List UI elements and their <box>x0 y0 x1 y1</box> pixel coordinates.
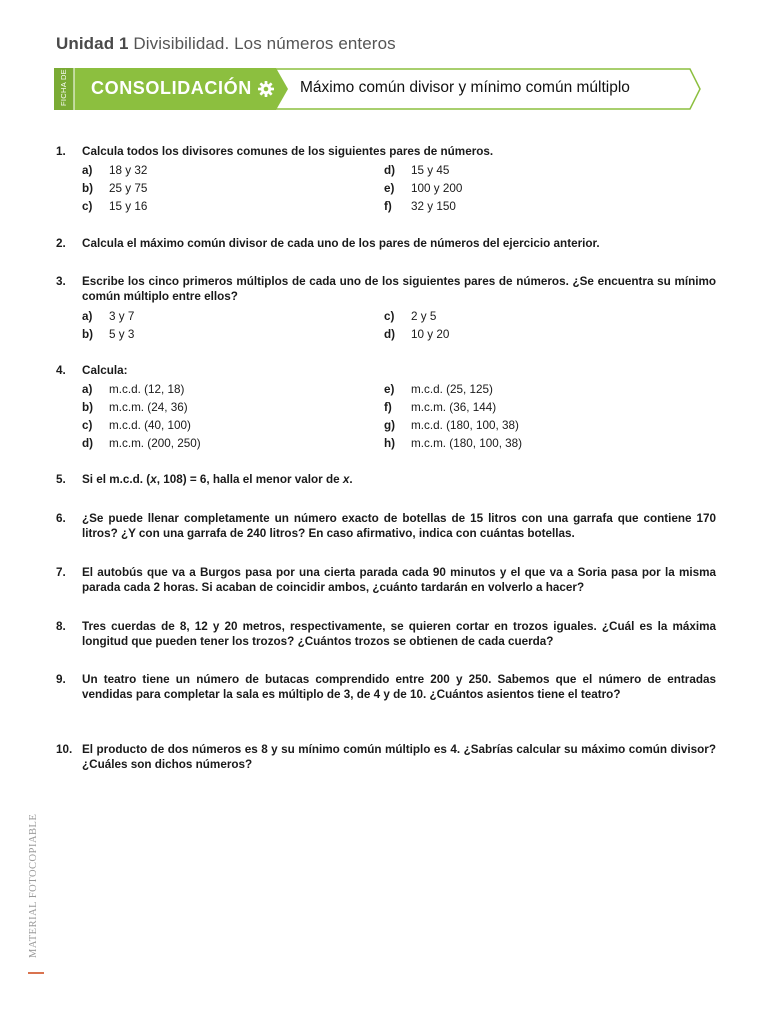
option-label: b) <box>82 328 94 341</box>
option-text: m.c.m. (24, 36) <box>109 401 188 414</box>
option-label: d) <box>384 164 396 177</box>
option-label: c) <box>82 419 93 432</box>
variable-x: x <box>150 473 157 486</box>
footer-mark <box>28 972 44 974</box>
option-text: 10 y 20 <box>411 328 450 341</box>
question-text-part: , 108) = 6, halla el menor valor de <box>156 473 343 486</box>
option-label: g) <box>384 419 396 432</box>
question-8 <box>56 619 716 649</box>
option <box>384 401 496 419</box>
question-text: Calcula todos los divisores comunes de los siguientes pares de números. <box>82 145 494 158</box>
question-number: 5. <box>56 473 66 486</box>
question-number: 3. <box>56 275 66 288</box>
option-text: m.c.d. (12, 18) <box>109 383 185 396</box>
option-label: f) <box>384 200 392 213</box>
option-label: a) <box>82 164 93 177</box>
option <box>384 310 436 328</box>
section-label: CONSOLIDACIÓN <box>91 78 252 98</box>
option-text: m.c.m. (36, 144) <box>411 401 497 414</box>
question-text: Tres cuerdas de 8, 12 y 20 metros, respectivamente, se quieren cortar en trozos iguales. ¿Cuál es la máxima longitud que pueden tener los trozos? ¿Cuántos trozos se obtienen de cada cuerda? <box>82 620 716 648</box>
option <box>384 328 449 346</box>
option <box>82 401 188 419</box>
option <box>82 419 191 437</box>
option-label: c) <box>82 200 93 213</box>
option-text: 5 y 3 <box>109 328 135 341</box>
option-text: 25 y 75 <box>109 182 148 195</box>
option-label: c) <box>384 310 395 323</box>
question-number: 7. <box>56 566 66 579</box>
question-4 <box>56 363 716 378</box>
question-5 <box>56 472 716 487</box>
question-number: 9. <box>56 673 66 686</box>
option-text: m.c.m. (200, 250) <box>109 437 201 450</box>
question-text-part: Si el m.c.d. ( <box>82 473 151 486</box>
option <box>82 164 147 182</box>
option <box>82 200 147 218</box>
option <box>82 328 134 346</box>
option-text: 3 y 7 <box>109 310 135 323</box>
unit-name: Divisibilidad. Los números enteros <box>133 34 396 53</box>
ficha-tab-label: FICHA DE <box>59 69 68 106</box>
question-10 <box>56 742 716 772</box>
option-text: 15 y 16 <box>109 200 148 213</box>
question-text: Escribe los cinco primeros múltiplos de cada uno de los siguientes pares de números. ¿Se encuentra su mínimo común múltiplo entre ellos? <box>82 275 716 303</box>
option <box>82 310 134 328</box>
question-2 <box>56 236 716 251</box>
question-number: 10. <box>56 743 73 756</box>
option <box>82 437 201 455</box>
option-label: h) <box>384 437 396 450</box>
option-text: m.c.d. (25, 125) <box>411 383 493 396</box>
question-text: Un teatro tiene un número de butacas comprendido entre 200 y 250. Sabemos que el número de entradas vendidas para completar la sala es múltiplo de 3, de 4 y de 10. ¿Cuántos asientos tiene el teatro? <box>82 673 716 701</box>
question-3 <box>56 274 716 304</box>
option-text: m.c.m. (180, 100, 38) <box>411 437 523 450</box>
option-text: m.c.d. (180, 100, 38) <box>411 419 519 432</box>
option-text: m.c.d. (40, 100) <box>109 419 191 432</box>
option <box>384 164 449 182</box>
option-label: e) <box>384 182 395 195</box>
unit-label: Unidad 1 <box>56 34 129 53</box>
option <box>384 200 456 218</box>
option-label: e) <box>384 383 395 396</box>
option <box>384 419 519 437</box>
option-text: 2 y 5 <box>411 310 437 323</box>
option <box>384 383 493 401</box>
option <box>384 437 522 455</box>
option-label: a) <box>82 383 93 396</box>
question-number: 6. <box>56 512 66 525</box>
question-text-part: . <box>349 473 353 486</box>
question-text: El autobús que va a Burgos pasa por una cierta parada cada 90 minutos y el que va a Soria pasa por la misma parada cada 2 horas. Si acaban de coincidir ambos, ¿cuánto tardarán en volverlo a hacer? <box>82 566 716 594</box>
option-label: b) <box>82 401 94 414</box>
option-text: 32 y 150 <box>411 200 456 213</box>
option <box>82 182 147 200</box>
option <box>82 383 184 401</box>
question-number: 4. <box>56 364 66 377</box>
option-label: d) <box>82 437 94 450</box>
question-text: Calcula el máximo común divisor de cada uno de los pares de números del ejercicio anterior. <box>82 237 600 250</box>
option-text: 100 y 200 <box>411 182 463 195</box>
gear-icon <box>256 79 276 99</box>
option-label: d) <box>384 328 396 341</box>
ficha-tab <box>56 69 72 106</box>
option-label: f) <box>384 401 392 414</box>
question-number: 1. <box>56 145 66 158</box>
photocopiable-label: MATERIAL FOTOCOPIABLE <box>28 813 39 958</box>
question-text <box>82 472 716 487</box>
question-text: El producto de dos números es 8 y su mínimo común múltiplo es 4. ¿Sabrías calcular su máximo común divisor? ¿Cuáles son dichos números? <box>82 743 716 771</box>
unit-title <box>56 34 396 54</box>
question-9 <box>56 672 716 702</box>
option-text: 15 y 45 <box>411 164 450 177</box>
question-number: 8. <box>56 620 66 633</box>
question-7 <box>56 565 716 595</box>
question-text: ¿Se puede llenar completamente un número exacto de botellas de 15 litros con una garrafa que contiene 170 litros? ¿Y con una garrafa de 240 litros? En caso afirmativo, indica con cuántas botellas. <box>82 512 716 540</box>
question-6 <box>56 511 716 541</box>
question-1 <box>56 144 716 159</box>
variable-x: x <box>342 473 350 486</box>
option-label: a) <box>82 310 93 323</box>
question-number: 2. <box>56 237 66 250</box>
section-subtitle: Máximo común divisor y mínimo común múltiplo <box>300 79 630 96</box>
option <box>384 182 462 200</box>
question-text: Calcula: <box>82 364 128 377</box>
option-text: 18 y 32 <box>109 164 148 177</box>
option-label: b) <box>82 182 94 195</box>
